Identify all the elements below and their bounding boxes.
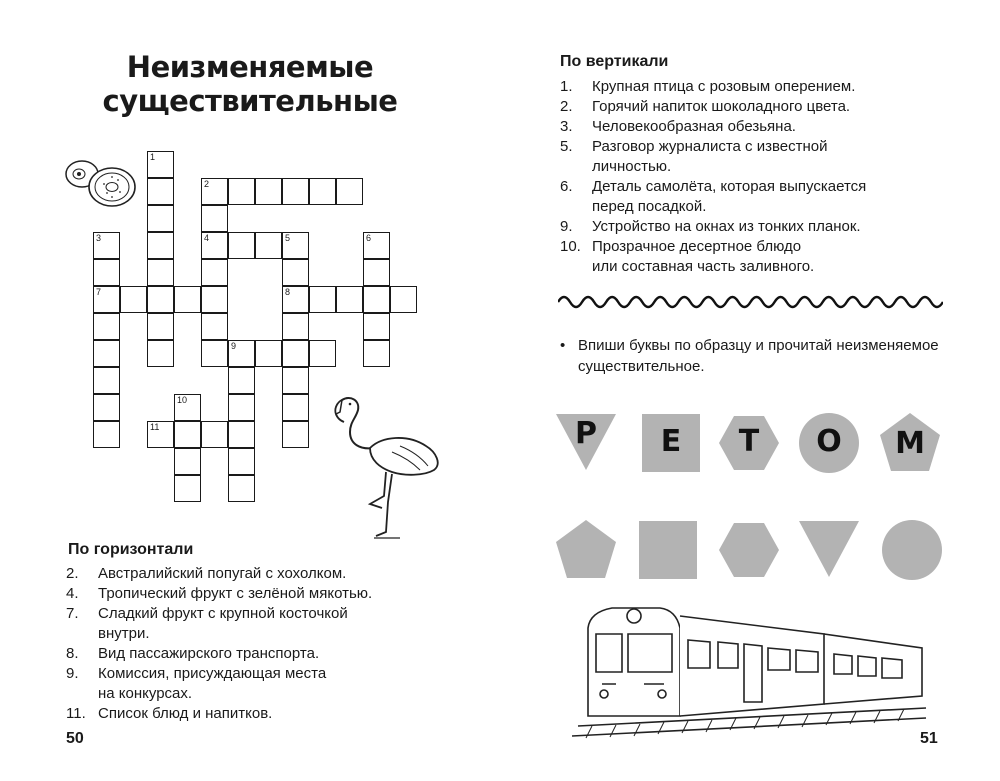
instruction-text: Впиши буквы по образцу и прочитай неизменяемое существительное.	[578, 337, 939, 375]
square-shape-answer[interactable]	[637, 519, 699, 581]
crossword-cell[interactable]	[93, 232, 120, 259]
crossword-cell[interactable]	[228, 340, 255, 367]
crossword-cell[interactable]	[282, 367, 309, 394]
letter-on-circle: О	[816, 424, 842, 459]
crossword-cell[interactable]	[228, 448, 255, 475]
down-clue-list	[560, 77, 960, 277]
answer-shapes-row	[555, 519, 945, 583]
page-number-left: 50	[66, 730, 84, 747]
crossword-cell[interactable]	[147, 340, 174, 367]
wave-divider	[558, 290, 943, 314]
crossword-cell[interactable]	[93, 313, 120, 340]
crossword-cell-number: 11	[150, 422, 160, 432]
crossword-cell[interactable]	[255, 178, 282, 205]
metro-train-illustration	[572, 598, 932, 748]
page-number-right: 51	[920, 730, 938, 747]
crossword-cell[interactable]	[228, 421, 255, 448]
crossword-cell[interactable]	[147, 178, 174, 205]
clue-number: 2.	[560, 98, 573, 115]
crossword-cell[interactable]	[147, 232, 174, 259]
crossword-cell[interactable]	[390, 286, 417, 313]
clue-number: 8.	[66, 645, 79, 662]
crossword-cell[interactable]	[93, 340, 120, 367]
clue-number: 9.	[560, 218, 573, 235]
down-clue-6	[560, 177, 960, 217]
clue-text-line: Вид пассажирского транспорта.	[98, 645, 320, 662]
crossword-cell[interactable]	[93, 421, 120, 448]
letter-on-square: Е	[660, 424, 682, 459]
crossword-cell[interactable]	[228, 394, 255, 421]
crossword-cell[interactable]	[147, 205, 174, 232]
triangle-shape-sample	[555, 412, 617, 474]
clue-number: 9.	[66, 665, 79, 682]
crossword-cell[interactable]	[282, 259, 309, 286]
circle-shape-answer[interactable]	[881, 519, 943, 581]
letter-on-hexagon: Т	[738, 424, 760, 459]
crossword-cell-number: 4	[204, 233, 210, 243]
clue-text-line: личностью.	[592, 158, 672, 175]
clue-text-line: внутри.	[98, 625, 150, 642]
crossword-cell[interactable]	[201, 421, 228, 448]
crossword-cell[interactable]	[282, 232, 309, 259]
sample-shapes-row	[555, 412, 945, 476]
circle-shape-sample	[798, 412, 860, 474]
across-clue-8	[66, 644, 466, 664]
crossword-cell[interactable]	[255, 232, 282, 259]
clue-number: 10.	[560, 238, 581, 255]
clue-number: 3.	[560, 118, 573, 135]
down-clue-3	[560, 117, 960, 137]
across-heading: По горизонтали	[68, 541, 194, 558]
hexagon-shape-sample	[718, 412, 780, 474]
crossword-cell[interactable]	[120, 286, 147, 313]
page-title	[0, 50, 500, 118]
crossword-cell[interactable]	[309, 178, 336, 205]
clue-number: 6.	[560, 178, 573, 195]
crossword-cell[interactable]	[174, 421, 201, 448]
crossword-cell[interactable]	[174, 286, 201, 313]
crossword-cell-number: 1	[150, 152, 156, 162]
crossword-cell-number: 9	[231, 341, 237, 351]
crossword-cell[interactable]	[93, 259, 120, 286]
across-clue-7	[66, 604, 466, 644]
crossword-cell[interactable]	[147, 421, 174, 448]
crossword-cell[interactable]	[363, 313, 390, 340]
across-clue-11	[66, 704, 466, 724]
crossword-cell[interactable]	[282, 178, 309, 205]
crossword-cell[interactable]	[309, 286, 336, 313]
instruction	[560, 335, 945, 377]
clue-number: 1.	[560, 78, 573, 95]
down-clue-5	[560, 137, 960, 177]
down-clue-10	[560, 237, 960, 277]
clue-text-line: Тропический фрукт с зелёной мякотью.	[98, 585, 373, 602]
pentagon-shape-sample	[879, 412, 941, 474]
crossword-cell[interactable]	[282, 286, 309, 313]
clue-number: 2.	[66, 565, 79, 582]
crossword-cell[interactable]	[282, 394, 309, 421]
flamingo-illustration	[330, 392, 448, 542]
crossword-cell[interactable]	[147, 151, 174, 178]
clue-number: 7.	[66, 605, 79, 622]
clue-text-line: на конкурсах.	[98, 685, 193, 702]
clue-number: 11.	[66, 705, 86, 722]
crossword-cell[interactable]	[93, 394, 120, 421]
crossword-cell[interactable]	[201, 340, 228, 367]
crossword-cell[interactable]	[282, 340, 309, 367]
crossword-cell[interactable]	[228, 178, 255, 205]
crossword-cell[interactable]	[201, 313, 228, 340]
crossword-cell-number: 3	[96, 233, 102, 243]
clue-text-line: Деталь самолёта, которая выпускается	[592, 178, 867, 195]
crossword-cell-number: 5	[285, 233, 291, 243]
clue-text-line: Человекообразная обезьяна.	[592, 118, 796, 135]
crossword-cell-number: 6	[366, 233, 372, 243]
clue-number: 5.	[560, 138, 573, 155]
crossword-cell[interactable]	[336, 286, 363, 313]
crossword-cell-number: 8	[285, 287, 291, 297]
clue-text-line: или составная часть заливного.	[592, 258, 815, 275]
title-line-1: Неизменяемые	[126, 50, 374, 84]
bullet-icon: •	[560, 337, 566, 354]
hexagon-shape-answer[interactable]	[718, 519, 780, 581]
crossword-cell-number: 7	[96, 287, 102, 297]
down-clue-2	[560, 97, 960, 117]
clue-text-line: Сладкий фрукт с крупной косточкой	[98, 605, 348, 622]
clue-number: 4.	[66, 585, 79, 602]
pentagon-shape-answer[interactable]	[555, 519, 617, 581]
crossword-cell[interactable]	[201, 232, 228, 259]
clue-text-line: Разговор журналиста с известной	[592, 138, 828, 155]
title-line-2: существительные	[102, 84, 398, 118]
crossword-cell[interactable]	[336, 178, 363, 205]
crossword-cell[interactable]	[174, 448, 201, 475]
crossword-cell[interactable]	[93, 286, 120, 313]
crossword-cell[interactable]	[228, 232, 255, 259]
crossword-cell[interactable]	[147, 313, 174, 340]
crossword-cell[interactable]	[201, 178, 228, 205]
down-clue-1	[560, 77, 960, 97]
crossword-cell[interactable]	[201, 286, 228, 313]
clue-text-line: Комиссия, присуждающая места	[98, 665, 327, 682]
crossword-cell[interactable]	[363, 286, 390, 313]
clue-text-line: Крупная птица с розовым оперением.	[592, 78, 856, 95]
crossword-cell[interactable]	[363, 259, 390, 286]
crossword-cell[interactable]	[363, 232, 390, 259]
crossword-cell[interactable]	[93, 367, 120, 394]
crossword-cell[interactable]	[147, 259, 174, 286]
triangle-shape-answer[interactable]	[798, 519, 860, 581]
clue-text-line: Устройство на окнах из тонких планок.	[592, 218, 861, 235]
clue-text-line: Список блюд и напитков.	[98, 705, 273, 722]
crossword-cell[interactable]	[174, 394, 201, 421]
crossword-cell[interactable]	[201, 205, 228, 232]
clue-text-line: Горячий напиток шоколадного цвета.	[592, 98, 851, 115]
crossword-cell[interactable]	[201, 259, 228, 286]
clue-text-line: Австралийский попугай с хохолком.	[98, 565, 347, 582]
clue-text-line: Прозрачное десертное блюдо	[592, 238, 802, 255]
letter-on-pentagon: М	[895, 426, 925, 461]
crossword-cell[interactable]	[282, 421, 309, 448]
crossword-cell[interactable]	[363, 340, 390, 367]
crossword-cell[interactable]	[228, 475, 255, 502]
crossword-cell-number: 2	[204, 179, 210, 189]
across-clue-4	[66, 584, 466, 604]
crossword-cell[interactable]	[228, 367, 255, 394]
down-clue-9	[560, 217, 960, 237]
crossword-cell-number: 10	[177, 395, 188, 405]
across-clue-2	[66, 564, 466, 584]
crossword-cell[interactable]	[255, 340, 282, 367]
crossword-cell[interactable]	[309, 340, 336, 367]
crossword-cell[interactable]	[282, 313, 309, 340]
across-clue-9	[66, 664, 466, 704]
down-heading: По вертикали	[560, 53, 669, 70]
crossword-cell[interactable]	[147, 286, 174, 313]
clue-text-line: перед посадкой.	[592, 198, 707, 215]
across-clue-list	[66, 564, 466, 724]
crossword-cell[interactable]	[174, 475, 201, 502]
letter-on-triangle: Р	[575, 416, 597, 451]
square-shape-sample	[640, 412, 702, 474]
